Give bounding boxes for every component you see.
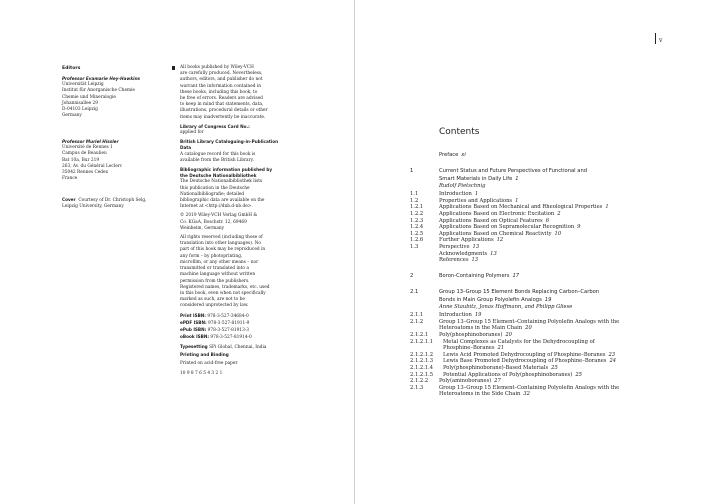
toc-page-number: 27	[494, 378, 501, 385]
editor-address-line: Johannisallee 29	[62, 100, 98, 106]
toc-page-number: 25	[551, 365, 558, 371]
toc-title	[439, 191, 478, 197]
rights-line: transmitted or translated into a	[180, 266, 249, 272]
toc-page-number: 21	[497, 345, 505, 352]
toc-title	[439, 198, 518, 204]
rights-line: All rights reserved (including those of	[180, 235, 263, 241]
rights-line: permission from the publishers.	[180, 278, 250, 284]
isbn-label: Print ISBN:	[180, 312, 206, 318]
toc-title-text: Smart Materials in Daily Life	[439, 176, 513, 182]
toc-page-number: 9	[577, 224, 581, 231]
bl-text: available from the British Library.	[180, 157, 254, 163]
toc-page-number: 23	[608, 351, 616, 358]
toc-title-text: References	[439, 257, 469, 264]
typesetting-line	[180, 344, 284, 351]
toc-number: 2.1	[410, 289, 419, 296]
toc-page-number: 13	[490, 250, 497, 257]
toc-title-text: Group 13–Group 15 Element–Containing Polyolefin Analogs with the	[439, 318, 620, 325]
toc-title-text: Boron-Containing Polymers	[439, 273, 510, 280]
toc-title-text: Heteroatoms in the Main Chain	[439, 325, 523, 332]
toc-number: 1.3	[410, 243, 419, 250]
rights-line: marked as such, are not to be	[180, 297, 245, 303]
toc-page-number: 10	[554, 230, 562, 237]
copyright-line: Co. KGaA, Boschstr. 12, 69469	[180, 219, 247, 225]
toc-number: 2.1.1	[410, 312, 424, 319]
toc-page-number: 12	[496, 237, 504, 244]
toc-title-text: Group 13–Group 15 Element–Containing Polyolefin Analogs with the	[439, 384, 620, 391]
toc-title-text: Heteroatoms in the Side Chain	[439, 391, 521, 398]
toc-title	[443, 339, 595, 345]
toc-title-text: Introduction	[439, 312, 472, 319]
toc-title	[443, 345, 504, 351]
toc-title-text: Properties and Applications	[439, 197, 513, 204]
editors-label: Editors	[62, 66, 81, 71]
copyright-line: © 2019 Wiley-VCH Verlag GmbH &	[180, 213, 258, 219]
isbn-label: ePDF ISBN:	[180, 319, 207, 325]
toc-title	[439, 231, 561, 237]
toc-page-number: 24	[609, 358, 617, 365]
editor-address-line: Germany	[62, 113, 82, 119]
toc-page-number: 19	[474, 312, 482, 319]
toc-page-number: xi	[461, 152, 466, 158]
toc-title-text: Phosphine–Boranes	[443, 345, 495, 352]
toc-number: 1.2	[410, 197, 419, 204]
toc-title	[439, 152, 466, 158]
toc-title	[439, 176, 519, 182]
toc-title-text: Metal Complexes as Catalysts for the Dehydrocoupling of	[443, 338, 595, 345]
toc-title	[439, 204, 609, 210]
toc-page-number: 1	[605, 204, 609, 211]
toc-page-number: 17	[512, 273, 520, 280]
toc-title	[439, 378, 501, 384]
toc-page-number: 13	[472, 243, 480, 250]
toc-number: 2.1.3	[410, 384, 424, 391]
toc-title-text: Applications Based on Supramolecular Recognition	[439, 224, 575, 231]
toc-title-text: Acknowledgments	[439, 250, 488, 257]
toc-title	[439, 289, 599, 295]
toc-number: 2.1.2.1.3	[410, 358, 434, 365]
toc-number: 2.1.2.1.4	[410, 365, 434, 371]
toc-number: 1.2.6	[410, 237, 424, 244]
loc-text: applied for	[180, 130, 204, 136]
toc-title-text: Perspective	[439, 243, 470, 250]
toc-title	[439, 385, 619, 391]
imprint-column	[180, 65, 284, 377]
toc-title-text: Anne Staubitz, Jonas Hoffmann, and Philipp Gliese	[439, 303, 573, 310]
toc-title-text: Bonds in Main Group Polyolefin Analogs	[439, 297, 542, 304]
toc-number: 1.2.4	[410, 224, 424, 231]
editor-address-line: Institut für Anorganische Chemie	[62, 88, 135, 94]
print-run: 10 9 8 7 6 5 4 3 2 1	[180, 370, 223, 376]
toc-title	[439, 218, 549, 224]
contents-title: Contents	[439, 127, 480, 137]
editor-1-address	[62, 76, 140, 119]
notice-line: these books, including this book, to	[180, 89, 258, 95]
toc-title-text: Current Status and Future Perspectives of Functional and	[439, 168, 588, 174]
rights-line: Registered names, trademarks, etc. used	[180, 284, 270, 290]
toc-page-number: 20	[505, 332, 512, 338]
toc-page-number: 20	[525, 325, 532, 332]
bl-heading: Data	[180, 145, 192, 151]
contents-page	[355, 0, 709, 504]
isbn-label: oBook ISBN:	[180, 334, 210, 340]
toc-title-text: Introduction	[439, 191, 472, 198]
dnb-text: bibliographic data are available on the	[180, 198, 265, 204]
toc-title	[443, 352, 615, 358]
paper-note: Printed on acid-free paper	[180, 360, 238, 366]
toc-number: 1.2.5	[410, 230, 424, 237]
isbn-line	[180, 334, 284, 341]
toc-title-text: Rudolf Pietschnig	[439, 182, 486, 189]
dnb-text: Nationalbibliografie; detailed	[180, 191, 245, 197]
toc-page-number: 19	[544, 297, 552, 304]
toc-title	[439, 237, 503, 243]
isbn-value: 978-3-527-81914-0	[210, 335, 252, 341]
toc-title	[439, 319, 619, 325]
isbn-line	[180, 320, 284, 327]
toc-title-text: Lewis Base Promoted Dehydrocoupling of Phosphine–Boranes	[443, 358, 607, 365]
loc-heading: Library of Congress Card No.:	[180, 123, 250, 129]
rights-line: any form – by photoprinting,	[180, 253, 243, 259]
toc-title	[443, 358, 616, 364]
toc-title	[439, 257, 478, 263]
editor-address-line: 263, Av. du Général Leclerc	[62, 163, 123, 169]
toc-title	[439, 251, 497, 257]
toc-title-text: Further Applications	[439, 237, 494, 244]
isbn-label: ePub ISBN:	[180, 326, 207, 332]
toc-page-number: 1	[515, 197, 519, 204]
toc-title-text: Applications Based on Electronic Excitation	[439, 210, 555, 217]
notice-line: illustrations, procedural details or other	[180, 108, 268, 114]
toc-title-text: Applications Based on Optical Features	[439, 217, 543, 224]
toc-number: 1.2.3	[410, 217, 424, 224]
rights-line: translation into other languages). No	[180, 241, 261, 247]
copyright-line: Weinheim, Germany	[180, 225, 225, 231]
toc-title	[439, 224, 580, 230]
toc-number: 1.2.1	[410, 204, 424, 211]
notice-line: items may inadvertently be inaccurate.	[180, 114, 266, 120]
copyright-page	[0, 0, 354, 504]
page-number-rule	[655, 33, 656, 44]
toc-title-text: Potential Applications of Poly(phosphinoboranes)	[443, 371, 573, 378]
toc-title	[439, 211, 561, 217]
toc-title	[439, 325, 532, 331]
toc-title-text: Poly(phosphinoborane)-Based Materials	[443, 365, 549, 371]
editor-address-line: Bat 10a, Bur 219	[62, 157, 100, 163]
bl-heading: British Library Cataloguing-in-Publication	[180, 139, 279, 145]
notice-line: be free of errors. Readers are advised	[180, 96, 263, 102]
isbn-value: 978-3-527-34684-0	[207, 313, 249, 319]
toc-number: 2	[410, 273, 414, 280]
editor-address-line: 35042 Rennes Cedex	[62, 170, 109, 176]
toc-title	[439, 273, 519, 279]
toc-number: 2.1.2	[410, 318, 424, 325]
toc-number: 2.1.2.2	[410, 378, 429, 385]
rights-line: in this book, even when not specifically	[180, 290, 266, 296]
rights-line: part of this book may be reproduced in	[180, 247, 266, 253]
editor-2-address	[62, 139, 122, 182]
editor-name: Professor Muriel Hissler	[62, 139, 119, 144]
toc-page-number: 6	[545, 217, 549, 224]
toc-title	[439, 244, 479, 250]
editor-address-line: Universität Leipzig	[62, 82, 104, 88]
toc-number: 2.1.2.1.2	[410, 351, 434, 358]
toc-page-number: 13	[471, 257, 479, 264]
toc-title	[443, 365, 558, 371]
notice-line: warrant the information contained in	[180, 83, 261, 89]
toc-title	[439, 168, 587, 174]
notice-marker	[172, 66, 175, 70]
toc-page-number: 32	[523, 391, 530, 398]
cover-label: Cover	[62, 197, 76, 202]
toc-title	[439, 297, 551, 303]
page-number	[655, 33, 662, 44]
toc-title	[439, 332, 512, 338]
toc-title	[439, 304, 572, 310]
editor-address-line: France	[62, 176, 78, 182]
toc-page-number: 25	[575, 371, 582, 378]
isbn-line	[180, 313, 284, 320]
dnb-heading: Bibliographic information published by	[180, 167, 273, 173]
notice-line: to keep in mind that statements, data,	[180, 102, 264, 108]
toc-number: 1.2.2	[410, 210, 424, 217]
toc-title-text: Poly(phosphinoboranes)	[439, 332, 503, 338]
dnb-heading: the Deutsche Nationalbibliothek	[180, 173, 257, 179]
toc-title-text: Group 13–Group 15 Element Bonds Replacing Carbon–Carbon	[439, 289, 600, 296]
rights-line: microfilm, or any other means – nor	[180, 259, 259, 265]
dnb-text: The Deutsche Nationalbibliothek lists	[180, 179, 263, 185]
toc-number: 2.1.2.1.1	[410, 338, 434, 345]
editor-address-line: Campus de Beaulieu	[62, 151, 107, 157]
toc-number: 1	[410, 168, 414, 174]
rights-line: considered unprotected by law.	[180, 303, 249, 309]
toc-number: 1.1	[410, 191, 419, 198]
cover-credit	[62, 197, 170, 210]
toc-title-text: Applications Based on Mechanical and Rheological Properties	[439, 204, 603, 211]
cover-line-1: Courtesy of Dr. Christoph Selg,	[78, 198, 147, 203]
toc-title-text: Lewis Acid Promoted Dehydrocoupling of Phosphine–Boranes	[443, 351, 606, 358]
toc-page-number: 1	[474, 191, 479, 198]
toc-page-number: 2	[557, 210, 561, 217]
notice-line: All books published by Wiley-VCH	[180, 65, 254, 70]
toc-page-number: 1	[515, 176, 519, 182]
editor-address-line: Université de Rennes 1	[62, 145, 113, 151]
dnb-text: Internet at <http://dnb.d-nb.de>.	[180, 204, 253, 210]
notice-line: authors, editors, and publisher do not	[180, 77, 263, 83]
isbn-value: 978-3-527-81913-3	[207, 327, 250, 333]
toc-number: 2.1.2.1	[410, 332, 429, 338]
editor-address-line: D-04103 Leipzig	[62, 107, 98, 113]
dnb-text: this publication in the Deutsche	[180, 185, 250, 191]
bl-text: A catalogue record for this book is	[180, 151, 256, 157]
editor-address-line: Chemie und Mineralogie	[62, 94, 116, 100]
page-number-text: v	[659, 37, 663, 44]
cover-line-2: Leipzig University, Germany	[62, 204, 124, 210]
isbn-line	[180, 327, 284, 334]
toc-number: 2.1.2.1.5	[410, 371, 434, 378]
toc-title	[439, 312, 481, 318]
toc-title-text: Applications Based on Chemical Reactivity	[439, 230, 552, 237]
printing-label: Printing and Binding	[180, 351, 229, 357]
toc-title	[439, 183, 485, 189]
isbn-value: 978-3-527-81911-9	[208, 320, 250, 326]
toc-title-text: Poly(aminoboranes)	[439, 378, 492, 385]
rights-line: machine language without written	[180, 272, 256, 278]
editor-name: Professor Evamarie Hey-Hawkins	[62, 76, 141, 81]
toc-title-text: Preface	[439, 152, 459, 158]
notice-line: are carefully produced. Nevertheless,	[180, 71, 263, 77]
toc-title	[439, 391, 530, 397]
typesetting-label: Typesetting	[180, 344, 208, 350]
typesetting-value: SPi Global, Chennai, India	[209, 345, 267, 351]
